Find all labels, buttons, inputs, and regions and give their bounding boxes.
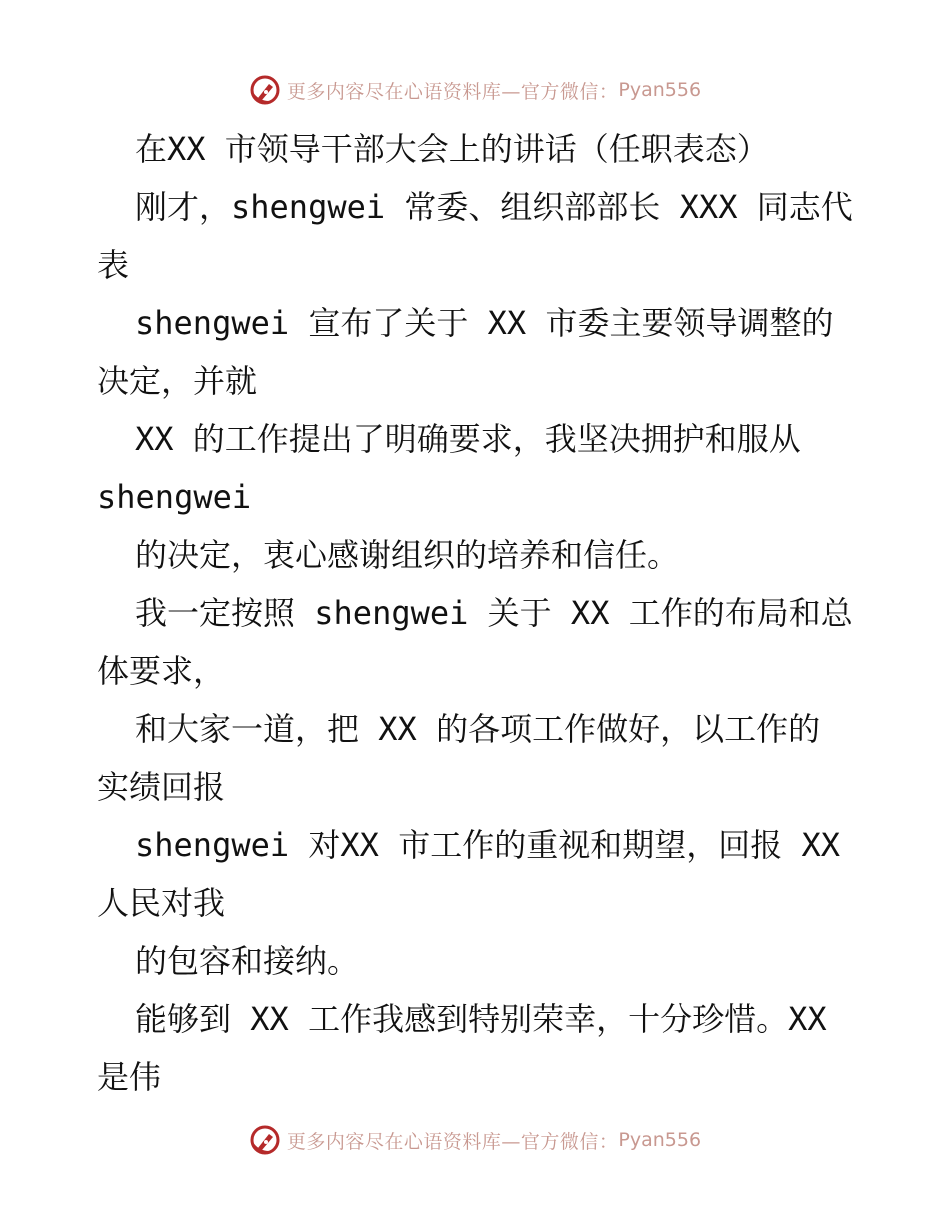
text-line: 人民对我 bbox=[97, 884, 226, 922]
text-line: 在XX 市领导干部大会上的讲话（任职表态） bbox=[135, 130, 769, 168]
text-line: shengwei bbox=[97, 478, 252, 516]
header-banner bbox=[0, 70, 950, 110]
pen-nib-logo-icon bbox=[249, 74, 281, 106]
text-line: 刚才，shengwei 常委、组织部部长 XXX 同志代 bbox=[135, 188, 853, 226]
text-line: 能够到 XX 工作我感到特别荣幸，十分珍惜。XX bbox=[135, 1000, 827, 1038]
text-line: shengwei 宣布了关于 XX 市委主要领导调整的 bbox=[135, 304, 834, 342]
text-line: 决定，并就 bbox=[97, 362, 258, 400]
banner-wechat-id: Pyan556 bbox=[618, 79, 702, 101]
text-line: 表 bbox=[97, 246, 130, 284]
banner-wechat-id: Pyan556 bbox=[618, 1129, 702, 1151]
pen-nib-logo-icon bbox=[249, 1124, 281, 1156]
text-line: 是伟 bbox=[97, 1058, 162, 1096]
text-line: 的决定，衷心感谢组织的培养和信任。 bbox=[135, 536, 680, 574]
banner-text: 更多内容尽在心语资料库—官方微信： bbox=[286, 1130, 619, 1153]
banner-text: 更多内容尽在心语资料库—官方微信： bbox=[286, 80, 619, 103]
text-line: shengwei 对XX 市工作的重视和期望，回报 XX bbox=[135, 826, 840, 864]
text-line: XX 的工作提出了明确要求，我坚决拥护和服从 bbox=[135, 420, 801, 458]
footer-banner bbox=[0, 1120, 950, 1160]
document-body bbox=[97, 120, 857, 1106]
text-line: 体要求， bbox=[97, 652, 226, 690]
text-line: 我一定按照 shengwei 关于 XX 工作的布局和总 bbox=[135, 594, 853, 632]
text-line: 和大家一道，把 XX 的各项工作做好，以工作的 bbox=[135, 710, 821, 748]
text-line: 的包容和接纳。 bbox=[135, 942, 360, 980]
text-line: 实绩回报 bbox=[97, 768, 226, 806]
